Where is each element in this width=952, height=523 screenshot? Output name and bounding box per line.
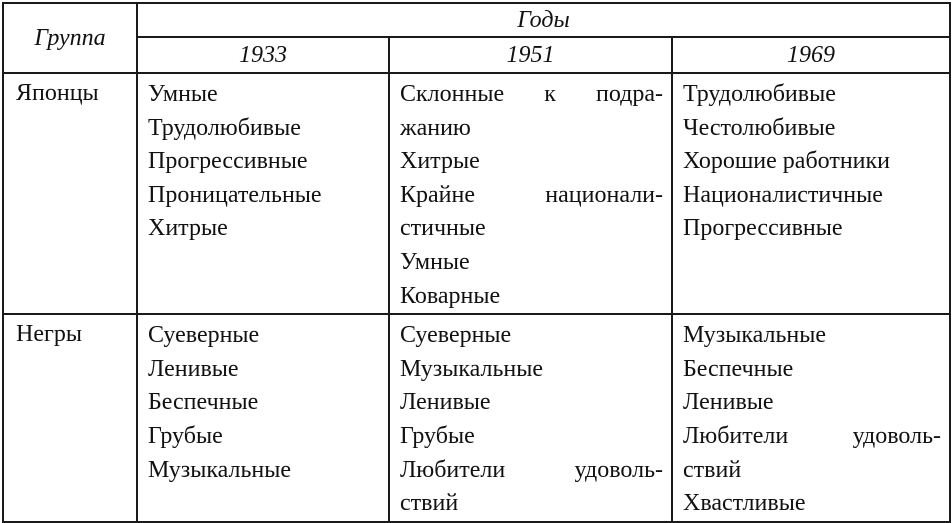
header-year-1933: 1933 — [137, 37, 389, 73]
header-years: Годы — [137, 3, 950, 37]
list-item: Умные — [148, 81, 218, 107]
list-item: Склонные к подра- — [400, 81, 663, 107]
list-item: Грубые — [400, 422, 475, 449]
list-item: Ленивые — [148, 355, 239, 382]
header-year-1951: 1951 — [389, 37, 672, 73]
list-item: Суеверные — [400, 322, 512, 349]
cell-list — [137, 314, 389, 522]
list-item: Трудолюбивые — [148, 114, 301, 141]
list-item: Прогрессивные — [148, 148, 308, 175]
cell-list — [137, 73, 389, 314]
header-group: Группа — [3, 3, 137, 73]
list-item: Хвастливые — [683, 490, 806, 517]
list-item: ствий — [683, 456, 742, 483]
header-year-1969: 1969 — [672, 37, 950, 73]
table-row — [3, 314, 950, 522]
list-item: Беспечные — [148, 389, 259, 416]
list-item: Любители удоволь- — [400, 456, 663, 483]
list-item: Ленивые — [683, 389, 774, 416]
cell-list — [389, 314, 672, 522]
row-group-label: Японцы — [3, 73, 137, 314]
list-item: Музыкальные — [400, 355, 544, 382]
cell-list — [672, 314, 950, 522]
list-item: стичные — [400, 215, 486, 242]
list-item: Прогрессивные — [683, 215, 843, 242]
list-item: Хитрые — [148, 215, 228, 242]
list-item: Любители удоволь- — [683, 422, 942, 449]
list-item: Хорошие работники — [683, 148, 891, 175]
cell-list — [389, 73, 672, 314]
list-item: Крайне национали- — [400, 181, 663, 208]
list-item: Беспечные — [683, 355, 794, 382]
list-item: Коварные — [400, 282, 501, 309]
list-item: Музыкальные — [148, 456, 292, 483]
list-item: Националистичные — [683, 181, 883, 208]
list-item: Проницательные — [148, 181, 322, 208]
list-item: Суеверные — [148, 322, 260, 349]
table-row — [3, 73, 950, 314]
cell-list — [672, 73, 950, 314]
list-item: Хитрые — [400, 148, 480, 175]
list-item: Ленивые — [400, 389, 491, 416]
row-group-label: Негры — [3, 314, 137, 522]
list-item: Музыкальные — [683, 322, 827, 349]
list-item: Грубые — [148, 422, 223, 449]
stereotypes-table — [2, 2, 951, 523]
list-item: Честолюбивые — [683, 114, 836, 141]
list-item: Трудолюбивые — [683, 81, 836, 107]
list-item: Умные — [400, 248, 470, 275]
list-item: жанию — [400, 114, 471, 141]
list-item: ствий — [400, 490, 459, 517]
